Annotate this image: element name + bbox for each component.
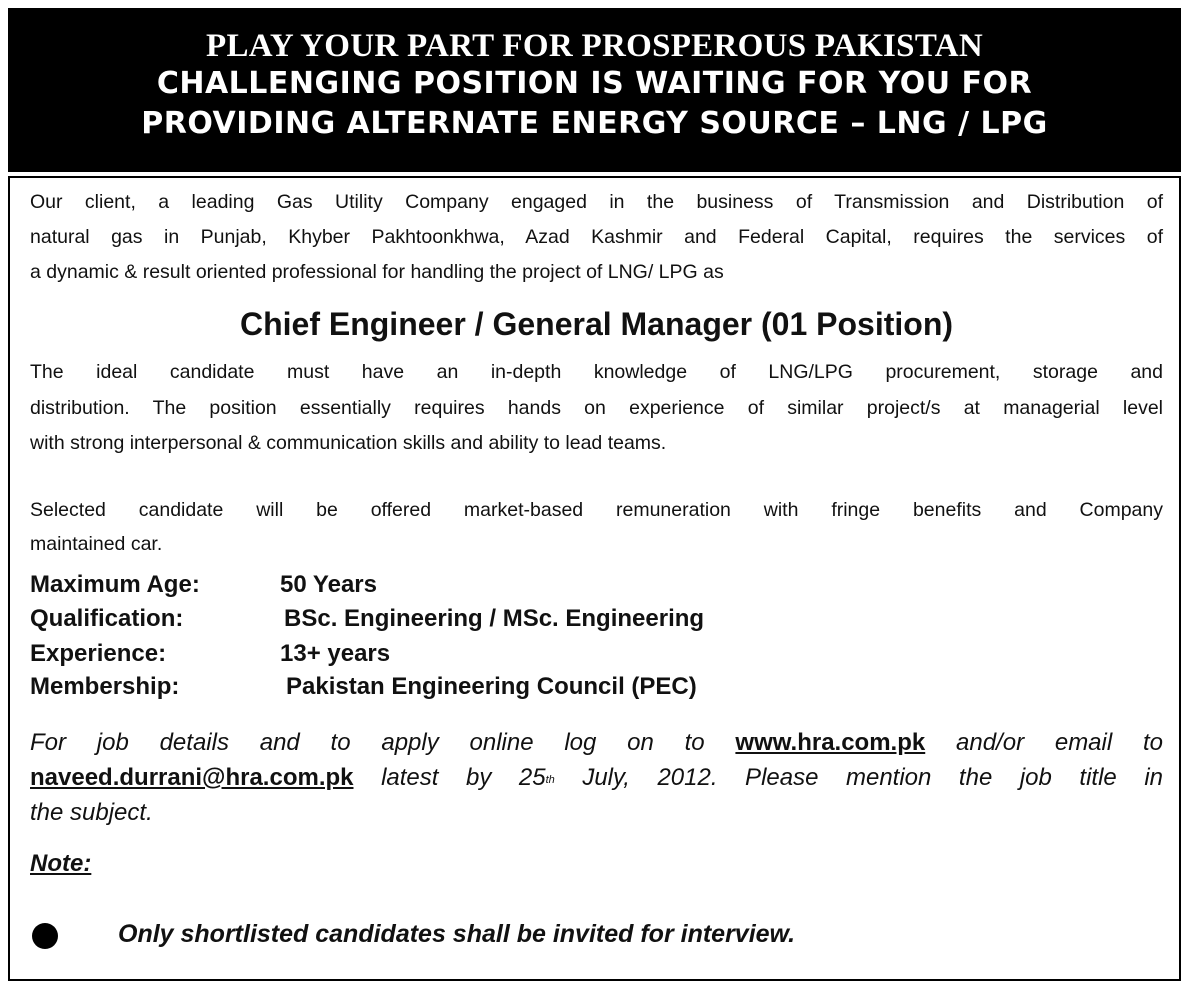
headline-slogan: PLAY YOUR PART FOR PROSPEROUS PAKISTAN [206,28,983,64]
requirement-label: Experience: [30,640,167,667]
headline-line-3: PROVIDING ALTERNATE ENERGY SOURCE – LNG / LPG [141,106,1048,141]
apply-text: the subject. [30,799,153,826]
headline-line-2: CHALLENGING POSITION IS WAITING FOR YOU FOR [156,66,1033,101]
deadline-text [381,764,1163,791]
apply-line-3 [30,797,1163,829]
position-title: Chief Engineer / General Manager (01 Position) [239,306,954,342]
description-line-3: with strong interpersonal & communication skills and ability to lead teams. [30,432,667,454]
date-suffix: th [545,774,555,786]
bullet-icon [32,923,58,949]
intro-line-3: a dynamic & result oriented professional for handling the project of LNG/ LPG as [30,261,724,283]
intro-line-2: natural gas in Punjab, Khyber Pakhtoonkhwa, Azad Kashmir and Federal Capital, requires the services of [30,226,1163,248]
website-link[interactable]: www.hra.com.pk [735,729,926,756]
description-line-1: The ideal candidate must have an in-depth knowledge of LNG/LPG procurement, storage and [30,361,1163,383]
requirement-value: 50 Years [280,571,377,598]
apply-line-2 [30,762,1163,794]
deadline-day: latest by 25 [381,764,546,791]
requirement-label: Maximum Age: [30,571,200,598]
requirement-label: Membership: [30,673,180,700]
benefits-line-1: Selected candidate will be offered market-based remuneration with fringe benefits and Company [30,499,1163,521]
requirement-label: Qualification: [30,605,184,632]
requirement-value: BSc. Engineering / MSc. Engineering [284,605,705,632]
apply-text: and/or email to [956,729,1163,756]
header-banner [8,8,1181,172]
intro-line-1: Our client, a leading Gas Utility Company engaged in the business of Transmission and Distribution of [30,191,1163,213]
requirement-value: 13+ years [280,640,391,667]
note-bullet-text: Only shortlisted candidates shall be invited for interview. [118,920,796,948]
deadline-rest: July, 2012. Please mention the job title in [582,764,1164,791]
email-link[interactable]: naveed.durrani@hra.com.pk [30,764,354,791]
benefits-line-2: maintained car. [30,533,163,555]
requirement-value: Pakistan Engineering Council (PEC) [286,673,697,700]
note-heading: Note: [30,850,92,877]
apply-text: For job details and to apply online log on to [30,729,705,756]
description-line-2: distribution. The position essentially requires hands on experience of similar project/s at managerial level [30,397,1163,419]
apply-line-1 [30,727,1163,759]
